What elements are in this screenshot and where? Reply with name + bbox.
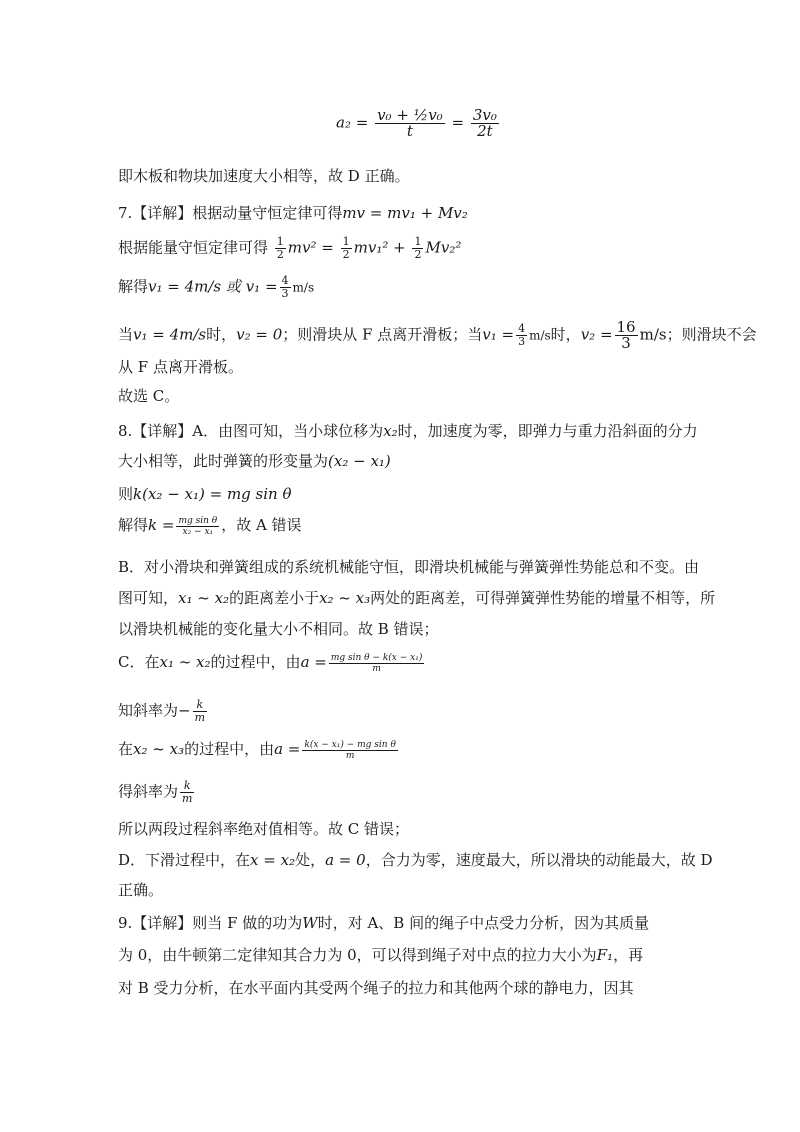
fraction bbox=[471, 108, 499, 139]
den: 2 bbox=[414, 248, 422, 261]
q8-b-line-1: B．对小滑块和弹簧组成的系统机械能守恒，即滑块机械能与弹簧弹性势能总和不变。由 bbox=[118, 558, 700, 576]
energy-prefix: 根据能量守恒定律可得 bbox=[118, 238, 269, 257]
sign: − bbox=[178, 701, 191, 720]
text: ，故 A 错误 bbox=[221, 516, 302, 534]
q8-c-line-3 bbox=[118, 739, 400, 761]
q9-line-3: 对 B 受力分析，在水平面内其受两个绳子的拉力和其他两个球的静电力，因其 bbox=[118, 979, 634, 997]
fraction-numerator: v₀ + ½v₀ bbox=[377, 106, 443, 124]
num: 4 bbox=[281, 274, 289, 287]
energy-term: mv₁² + bbox=[353, 238, 406, 257]
text: 大小相等，此时弹簧的形变量为 bbox=[118, 452, 329, 470]
fraction bbox=[375, 108, 445, 139]
num: 1 bbox=[342, 235, 350, 248]
num: k bbox=[193, 699, 207, 712]
text-line: 从 F 点离开滑板。 bbox=[118, 358, 243, 376]
text: 两处的距离差，可得弹簧弹性势能的增量不相等，所 bbox=[370, 589, 716, 607]
den: 3 bbox=[621, 334, 631, 352]
num: 16 bbox=[616, 318, 636, 336]
q8-line-3 bbox=[118, 484, 292, 504]
q8-d-line-2: 正确。 bbox=[118, 881, 164, 899]
math: x₁ ~ x₂ bbox=[178, 589, 230, 607]
text: D．下滑过程中，在 bbox=[118, 851, 251, 869]
den: m bbox=[372, 663, 381, 674]
energy-term: Mv₂² bbox=[425, 238, 462, 257]
q8-b-line-3: 以滑块机械能的变化量大小不相同。故 B 错误； bbox=[118, 620, 439, 638]
den: m bbox=[194, 711, 206, 724]
num: mg sin θ bbox=[178, 515, 218, 526]
fraction-accel bbox=[302, 740, 398, 761]
math: (x₂ − x₁) bbox=[328, 452, 391, 470]
text: 处， bbox=[295, 851, 326, 869]
eq-lhs: a₂ = bbox=[336, 113, 369, 132]
den: 2 bbox=[342, 248, 350, 261]
math: x = x₂ bbox=[250, 851, 296, 869]
text: 的过程中，由 bbox=[210, 653, 301, 671]
num: mg sin θ − k(x − x₁) bbox=[330, 652, 423, 663]
q9-line-2 bbox=[118, 945, 643, 965]
q8-line-1 bbox=[118, 421, 698, 441]
math: v₂ = 0 bbox=[236, 325, 283, 344]
math: v₁ = 4m/s bbox=[133, 325, 207, 344]
text: ；则滑块从 F 点离开滑板；当 bbox=[282, 325, 483, 344]
text: 时，对 A、B 间的绳子中点受力分析，因为其质量 bbox=[317, 914, 650, 932]
text: 9.【详解】则当 F 做的功为 bbox=[118, 914, 303, 932]
momentum-equation: mv = mv₁ + Mv₂ bbox=[342, 204, 468, 222]
text: 知斜率为 bbox=[118, 701, 179, 720]
text: 为 0，由牛顿第二定律知其合力为 0，可以得到绳子对中点的拉力大小为 bbox=[118, 946, 597, 964]
den: m bbox=[345, 750, 355, 761]
energy-term: mv² = bbox=[287, 238, 334, 257]
den: 2 bbox=[276, 248, 284, 261]
q8-d-line-1 bbox=[118, 850, 712, 870]
math: W bbox=[302, 914, 318, 932]
q7-energy-line bbox=[118, 236, 461, 261]
q9-line-1 bbox=[118, 913, 649, 933]
text: 8.【详解】A．由图可知，当小球位移为 bbox=[118, 422, 384, 440]
fraction-k bbox=[176, 516, 219, 537]
solution-prefix: 解得 bbox=[118, 277, 149, 296]
text: 在 bbox=[118, 740, 134, 758]
q8-line-2 bbox=[118, 451, 391, 471]
num: k(x − x₁) − mg sin θ bbox=[304, 739, 396, 750]
math: a = bbox=[274, 740, 301, 758]
fraction-sixteen-thirds bbox=[615, 320, 638, 351]
text: 时， bbox=[206, 325, 237, 344]
q7-solution-line bbox=[118, 275, 314, 300]
text: 的过程中，由 bbox=[184, 740, 275, 758]
math: F₁ bbox=[596, 946, 614, 964]
equals-sign: = bbox=[451, 113, 465, 132]
num: 1 bbox=[276, 235, 284, 248]
text: 的距离差小于 bbox=[229, 589, 320, 607]
text-line: 即木板和物块加速度大小相等，故 D 正确。 bbox=[118, 167, 410, 185]
q8-c-line-2 bbox=[118, 699, 209, 724]
math: x₂ ~ x₃ bbox=[133, 740, 185, 758]
math: a = 0 bbox=[325, 851, 366, 869]
q8-b-line-2 bbox=[118, 588, 715, 608]
fraction-half bbox=[412, 236, 423, 261]
math: k = bbox=[148, 516, 175, 534]
text: 图可知， bbox=[118, 589, 179, 607]
q8-line-4 bbox=[118, 515, 302, 537]
fraction-four-thirds bbox=[516, 323, 527, 348]
q7-answer: 故选 C。 bbox=[118, 387, 180, 405]
equation-a2 bbox=[336, 108, 501, 139]
num: k bbox=[180, 780, 194, 793]
den: 3 bbox=[281, 287, 289, 300]
unit: m/s bbox=[292, 280, 315, 295]
text: C．在 bbox=[118, 653, 160, 671]
fraction-half bbox=[341, 236, 352, 261]
fraction-half bbox=[275, 236, 286, 261]
fraction-accel bbox=[329, 653, 425, 674]
unit: m/s bbox=[529, 328, 551, 343]
text: 则 bbox=[118, 485, 134, 503]
q8-c-line-1 bbox=[118, 652, 426, 674]
math: v₂ = bbox=[580, 325, 613, 344]
solution-a: v₁ = 4m/s 或 bbox=[148, 277, 241, 296]
fraction-four-thirds bbox=[280, 275, 291, 300]
fraction-k-m bbox=[180, 780, 194, 805]
math: x₁ ~ x₂ bbox=[159, 653, 211, 671]
math: x₂ ~ x₃ bbox=[319, 589, 371, 607]
math: x₂ bbox=[383, 422, 398, 440]
num: 4 bbox=[518, 322, 526, 335]
den: 3 bbox=[518, 335, 526, 348]
text: 得斜率为 bbox=[118, 782, 179, 801]
q8-c-line-4 bbox=[118, 780, 196, 805]
text: 时，加速度为零，即弹力与重力沿斜面的分力 bbox=[397, 422, 698, 440]
num: 1 bbox=[414, 235, 422, 248]
math: a = bbox=[300, 653, 327, 671]
text: 解得 bbox=[118, 516, 149, 534]
math: v₁ = bbox=[482, 325, 515, 344]
text: 时， bbox=[550, 325, 581, 344]
fraction-k-m bbox=[193, 699, 207, 724]
fraction-denominator: t bbox=[406, 122, 413, 140]
den: m bbox=[182, 792, 193, 805]
math: k(x₂ − x₁) = mg sin θ bbox=[133, 485, 292, 503]
q8-c-line-5: 所以两段过程斜率绝对值相等。故 C 错误； bbox=[118, 820, 410, 838]
q7-case-line bbox=[118, 320, 757, 351]
q7-heading-line bbox=[118, 203, 468, 223]
text: ，合力为零，速度最大，所以滑块的动能最大，故 D bbox=[365, 851, 713, 869]
solution-b: v₁ = bbox=[245, 277, 278, 296]
text: ，再 bbox=[613, 946, 644, 964]
den: x₂ − x₁ bbox=[182, 526, 214, 537]
q7-heading: 7.【详解】根据动量守恒定律可得 bbox=[118, 204, 343, 222]
fraction-numerator: 3v₀ bbox=[472, 106, 497, 124]
text: m/s；则滑块不会 bbox=[639, 325, 757, 344]
text: 当 bbox=[118, 325, 134, 344]
fraction-denominator: 2t bbox=[477, 122, 493, 140]
